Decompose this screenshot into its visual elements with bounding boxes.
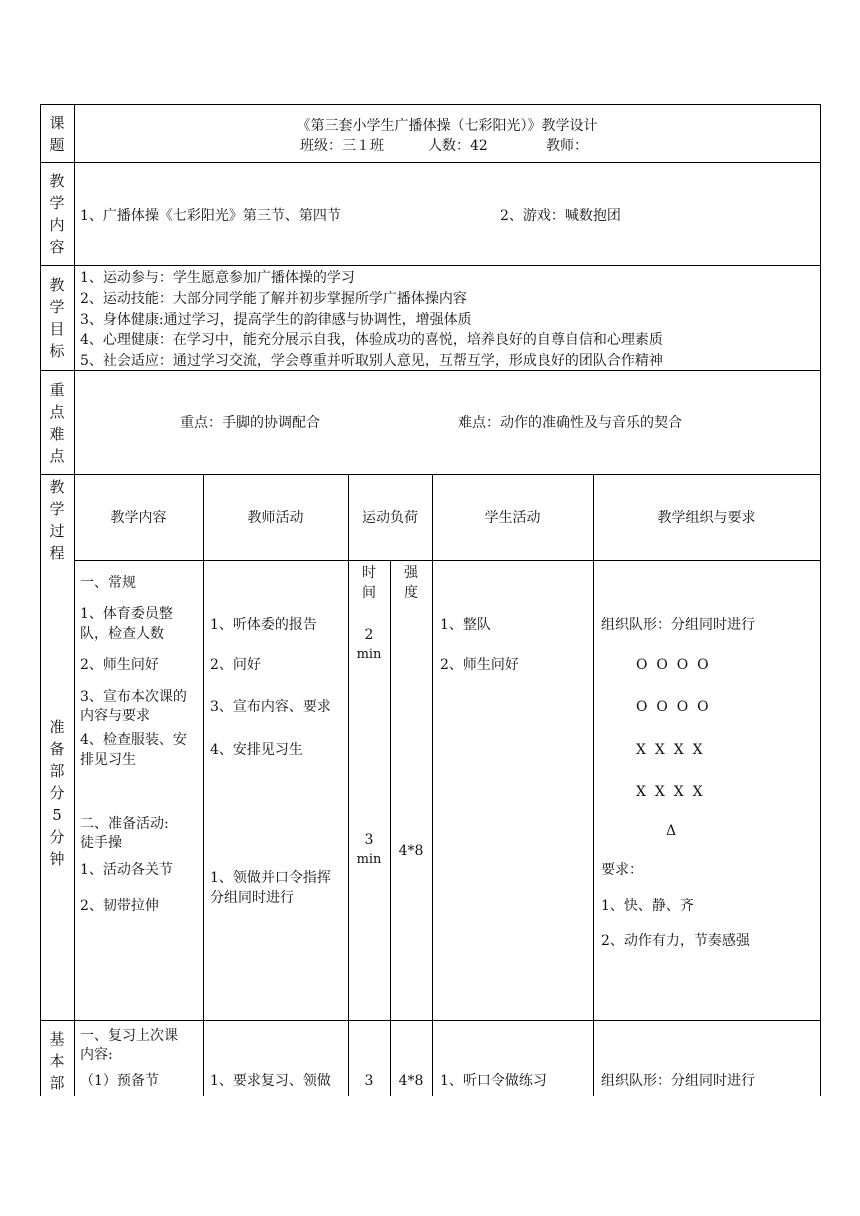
load-time-header: 时 [362, 565, 376, 581]
load-intensity-header: 度 [404, 585, 418, 601]
header-teacher: 教师活动 [247, 510, 304, 526]
teacher-position-icon: Δ [666, 823, 677, 839]
table-top-border [40, 104, 820, 105]
basic-student-activity: 1、听口令做练习 [440, 1073, 547, 1089]
col-divider-3 [432, 474, 433, 1096]
formation-row: X X X X [636, 742, 703, 758]
basic-time: 3 [364, 1073, 374, 1089]
class-label: 班级：三１班 [300, 138, 384, 154]
load-time-unit: min [356, 852, 382, 867]
row-divider-header [74, 560, 820, 561]
content-item-1: 1、广播体操《七彩阳光》第三节、第四节 [80, 208, 341, 224]
goal-line: 4、心理健康：在学习中，能充分展示自我，体验成功的喜悦，培养良好的自尊自信和心理素质 [80, 332, 663, 348]
requirement-item: 2、动作有力，节奏感强 [601, 933, 750, 949]
label-prep: 准 备 部 分 5 分 钟 [49, 718, 65, 868]
basic-content: 内容: [80, 1047, 113, 1063]
prep-item: 4、检查服装、安 [80, 732, 187, 748]
org-formation: 组织队形：分组同时进行 [601, 617, 755, 633]
row-divider-key [40, 474, 820, 475]
col-divider-1 [203, 474, 204, 1096]
formation-row: O O O O [636, 699, 709, 715]
count-label: 人数：42 [428, 138, 488, 154]
prep-item: 2、韧带拉伸 [80, 898, 159, 914]
prep-item: 2、师生问好 [80, 657, 159, 673]
prep-item: 1、活动各关节 [80, 862, 173, 878]
teacher-activity: 3、宣布内容、要求 [210, 699, 331, 715]
prep-item: 1、体育委员整 [80, 606, 173, 622]
prep-heading-warmup: 徒手操 [80, 835, 122, 851]
requirements-label: 要求： [601, 862, 643, 878]
student-activity: 1、整队 [440, 617, 491, 633]
label-key: 重 点 难 点 [49, 381, 65, 465]
basic-org: 组织队形：分组同时进行 [601, 1073, 755, 1089]
header-student: 学生活动 [484, 510, 541, 526]
basic-intensity: 4*8 [398, 1073, 424, 1089]
load-intensity-value: 4*8 [398, 843, 424, 859]
row-divider-prep [40, 1020, 820, 1021]
goal-line: 2、运动技能：大部分同学能了解并初步掌握所学广播体操内容 [80, 291, 467, 307]
table-left-border [40, 104, 41, 1096]
page-title: 《第三套小学生广播体操（七彩阳光）》教学设计 [296, 118, 598, 134]
row-divider-title [40, 162, 820, 163]
label-content: 教 学 内 容 [49, 172, 65, 256]
load-intensity-header: 强 [404, 565, 418, 581]
goal-line: 5、社会适应：通过学习交流，学会尊重并听取别人意见，互帮互学，形成良好的团队合作精神 [80, 353, 663, 369]
teacher-activity: 4、安排见习生 [210, 742, 303, 758]
load-time-unit: min [356, 647, 382, 662]
prep-item: 排见习生 [80, 752, 136, 768]
load-time-value: 3 [364, 832, 374, 848]
teacher-activity: 1、听体委的报告 [210, 617, 317, 633]
prep-item: 内容与要求 [80, 708, 150, 724]
label-goals: 教 学 目 标 [49, 276, 65, 360]
requirement-item: 1、快、静、齐 [601, 898, 694, 914]
goal-line: 3、身体健康:通过学习，提高学生的韵律感与协调性，增强体质 [80, 312, 472, 328]
key-focus: 重点：手脚的协调配合 [180, 415, 320, 431]
teacher-activity: 2、问好 [210, 657, 261, 673]
header-org: 教学组织与要求 [657, 510, 756, 526]
key-difficulty: 难点：动作的准确性及与音乐的契合 [458, 415, 682, 431]
basic-teacher-activity: 1、要求复习、领做 [210, 1073, 331, 1089]
label-subject: 课 题 [49, 114, 65, 154]
label-process: 教 学 过 程 [49, 478, 65, 562]
basic-content: （1）预备节 [80, 1073, 159, 1089]
header-load: 运动负荷 [362, 510, 418, 526]
content-item-2: 2、游戏：喊数抱团 [500, 208, 621, 224]
prep-heading-routine: 一、常规 [80, 575, 136, 591]
basic-content: 一、复习上次课 [80, 1028, 178, 1044]
load-time-value: 2 [364, 627, 374, 643]
teacher-activity: 分组同时进行 [210, 890, 294, 906]
table-right-border [820, 104, 821, 1096]
teacher-label: 教师： [546, 138, 588, 154]
prep-heading-warmup: 二、准备活动: [80, 816, 169, 832]
header-content: 教学内容 [110, 510, 167, 526]
col-divider-load [390, 560, 391, 1096]
col-divider-4 [593, 474, 594, 1096]
prep-item: 队，检查人数 [80, 626, 164, 642]
goal-line: 1、运动参与：学生愿意参加广播体操的学习 [80, 270, 355, 286]
student-activity: 2、师生问好 [440, 657, 519, 673]
load-time-header: 间 [362, 585, 376, 601]
row-divider-content [40, 265, 820, 266]
label-column-border [74, 104, 75, 1096]
teacher-activity: 1、领做并口令指挥 [210, 870, 331, 886]
prep-item: 3、宣布本次课的 [80, 689, 187, 705]
formation-row: X X X X [636, 784, 703, 800]
formation-row: O O O O [636, 657, 709, 673]
label-basic: 基 本 部 [49, 1030, 65, 1092]
